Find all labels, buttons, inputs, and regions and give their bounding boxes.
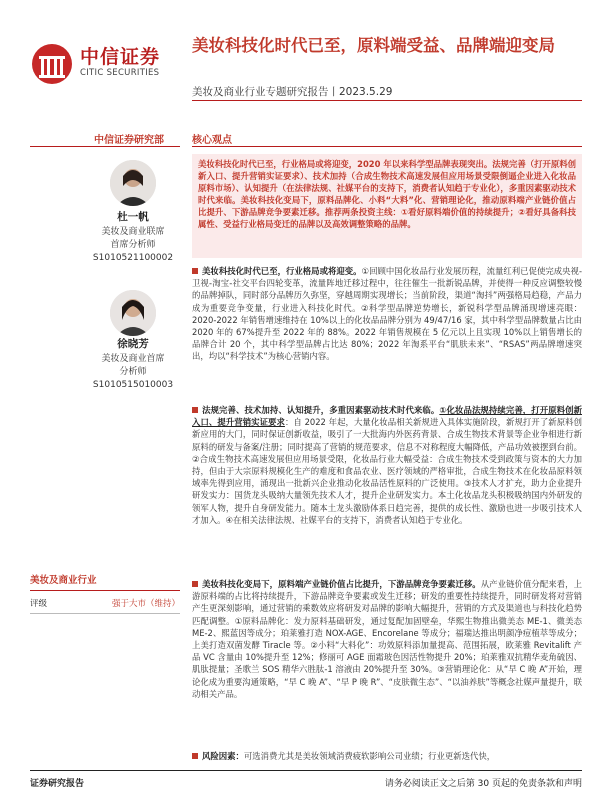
research-dept-heading: 中信证券研究部	[94, 135, 164, 146]
core-view-heading: 核心观点	[192, 135, 232, 146]
footer-left: 证券研究报告	[30, 779, 85, 789]
paragraph-lead: 法规完善、技术加持、认知提升，多重因素驱动技术时代来临。	[202, 405, 440, 415]
logo-text-en: CITIC SECURITIES	[80, 68, 160, 78]
rating-label: 评级	[30, 599, 48, 609]
analyst-card	[83, 338, 183, 392]
report-subtitle: 美妆及商业行业专题研究报告丨2023.5.29	[192, 86, 393, 98]
paragraph-underline: ①化妆品法规持续完善，打开原料创新入口、提升营销实证要求	[192, 405, 582, 428]
footer-divider	[30, 770, 582, 771]
bullet-square-icon	[192, 407, 198, 413]
analyst-id: S1010521100002	[92, 253, 174, 263]
industry-title: 美妆及商业行业	[30, 572, 180, 591]
analyst-portrait-icon	[110, 290, 156, 336]
analyst-card	[83, 211, 183, 265]
footer-disclaimer: 请务必阅读正文之后第 30 页起的免责条款和声明	[384, 779, 582, 789]
logo-text-cn: 中信证券	[80, 46, 161, 68]
analyst-photo	[110, 160, 156, 206]
title-divider	[192, 100, 582, 101]
risk-text: 可选消费尤其是美妆领域消费疲软影响公司业绩；行业更新迭代快，	[243, 751, 496, 761]
analyst-role: 美妆及商业联席	[101, 227, 165, 237]
paragraph-lead: 美妆科技化时代已至，行业格局或将迎变。	[202, 266, 362, 276]
paragraph-lead: 美妆科技化变局下，原料端产业链价值占比提升，下游品牌竞争要素迁移。	[202, 579, 481, 589]
rating-value: 强于大市（维持）	[111, 599, 180, 609]
analyst-name: 徐晓芳	[117, 338, 149, 350]
citic-logo-icon	[30, 42, 74, 86]
bullet-square-icon	[192, 753, 198, 759]
logo	[30, 38, 180, 102]
bullet-square-icon	[192, 268, 198, 274]
body-paragraph-2	[192, 404, 582, 574]
analyst-role: 首席分析师	[110, 240, 156, 250]
analyst-name: 杜一帆	[117, 211, 149, 223]
summary-box	[192, 154, 582, 258]
right-divider	[192, 146, 582, 147]
paragraph-text: ：自 2022 年起，大量化妆品相关新规进入具体实施阶段，新规打开了新原料创新应用的大门，同时保证创新收益，吸引了一大批海内外医药背景、合成生物技术背景等企业争相进行新原料的研发与备案/注册；同时提高了营销的规范要求，信息不对称程度大幅降低，产品功效被摆到台前。②合成生物技术高速发展但应用场景受限，化妆品行业大幅受益：合成生物技术受到政策与资本的大力加持，但由于大宗原料规模化生产的难度和食品农业、医疗领域的严格审批，合成生物技术在化妆品原料领域率先得到应用，涌现出一批新兴企业推动化妆品活性原料的广泛使用。③技术人才扩充，助力企业提升研发实力：国货龙头吸纳大量领先技术人才，提升企业研发实力。本土化妆品龙头积极吸纳国内外研发的领军人物，提升自身研发能力。随本土龙头激励体系日趋完善，提供的成长性、激励也进一步吸引技术人才加入。④在相关法律法规、社媒平台的支持下，消费者认知趋于专业化。	[192, 417, 582, 525]
body-paragraph-3	[192, 578, 582, 748]
analyst-photo	[110, 290, 156, 336]
summary-text: 美妆科技化时代已至，行业格局或将迎变，2020 年以来科学型品牌表现突出。法规完善（打开原料创新入口、提升营销实证要求）、技术加持（合成生物技术高速发展但应用场景受限倒逼企业进入化妆品原料市场）、认知提升（在法律法规、社媒平台的支持下，消费者认知趋于专业化），多重因素驱动技术时代来临。美妆科技化变局下，原料品牌化、小料“大料”化、营销理论化，推动原料端产业链价值占比提升、下游品牌竞争要素迁移。推荐两条投资主线：①看好原料端价值的持续提升；②看好具备科技属性、受益行业格局变迁的品牌以及高效调整策略的品牌。	[198, 159, 576, 229]
body-paragraph-1	[192, 265, 582, 375]
risk-lead: 风险因素：	[202, 751, 244, 761]
analyst-role: 分析师	[119, 367, 147, 377]
bullet-square-icon	[192, 581, 198, 587]
left-divider	[30, 146, 180, 147]
paragraph-text: ①回顾中国化妆品行业发展历程，流量红利已促使完成央视-卫视-淘宝-社交平台四轮变革，流量阵地迁移过程中，往往催生一批新锐品牌，并使得一种反应调整较慢的品牌掉队，同时部分品牌历久弥坚，穿越周期实现增长；当前阶段，渠道“淘抖”两强格局趋稳，产品力成为重要竞争变量，行业进入科技化时代。②科学型品牌逆势增长，新锐科学型品牌涌现增速亮眼：2020-2022 年销售增速维持在 10%以上的化妆品品牌分别为 49/47/16 家，其中科学型品牌数量占比由 2020 年的 67%提升至 2022 年的 88%。2022 年销售规模在 5 亿元以上且实现 10%以上销售增长的品牌合计 20 个，其中科学型品牌占比达 80%；2022 年淘系平台“肌肤未来”、“RSAS”两品牌增速突出，均以“科学技术”为核心营销内容。	[192, 266, 582, 362]
report-title: 美妆科技化时代已至，原料端受益、品牌端迎变局	[192, 36, 555, 55]
analyst-portrait-icon	[110, 160, 156, 206]
paragraph-text: 从产业链价值分配来看，上游原料端的占比将持续提升，下游品牌竞争要素或发生迁移；研发的重要性持续提升，同时研发将对营销产生更深刻影响，通过营销的乘数效应将研发对品牌的影响大幅提升，营销的方式及渠道也与科技化趋势匹配调整。①原料品牌化：发力原料基础研发，通过复配加固壁垒，华熙生物推出微美态 ME-1、微美态 ME-2、熙蓝因等成分；珀莱雅打造 NOX-AGE、Encorelane 等成分；福瑞达推出明颜净痘植萃等成分；上美打造双菌发酵 Tiracle 等。②小料“大料化”：功效原料添加量提高、范围拓展，欧莱雅 Revitalift 产品 VC 含量由 10%提升至 12%；修丽可 AGE 面霜玻色因活性物提升 20%；珀莱雅双抗精华麦角硫因、肌肽提量；圣歌兰 SOS 精华六胜肽-1 溶液由 20%提升至 30%。③营销理论化：从“早 C 晚 A”开始，理论化成为重要沟通策略，“早 C 晚 A”、“早 P 晚 R”、“皮肤微生态”、“以油养肤”等概念社媒声量提升，联动相关产品。	[192, 579, 582, 699]
rating-row	[30, 591, 180, 614]
industry-rating-box	[30, 572, 180, 614]
risk-paragraph	[192, 750, 582, 764]
analyst-id: S1010515010003	[92, 380, 174, 390]
analyst-role: 美妆及商业首席	[101, 354, 165, 364]
